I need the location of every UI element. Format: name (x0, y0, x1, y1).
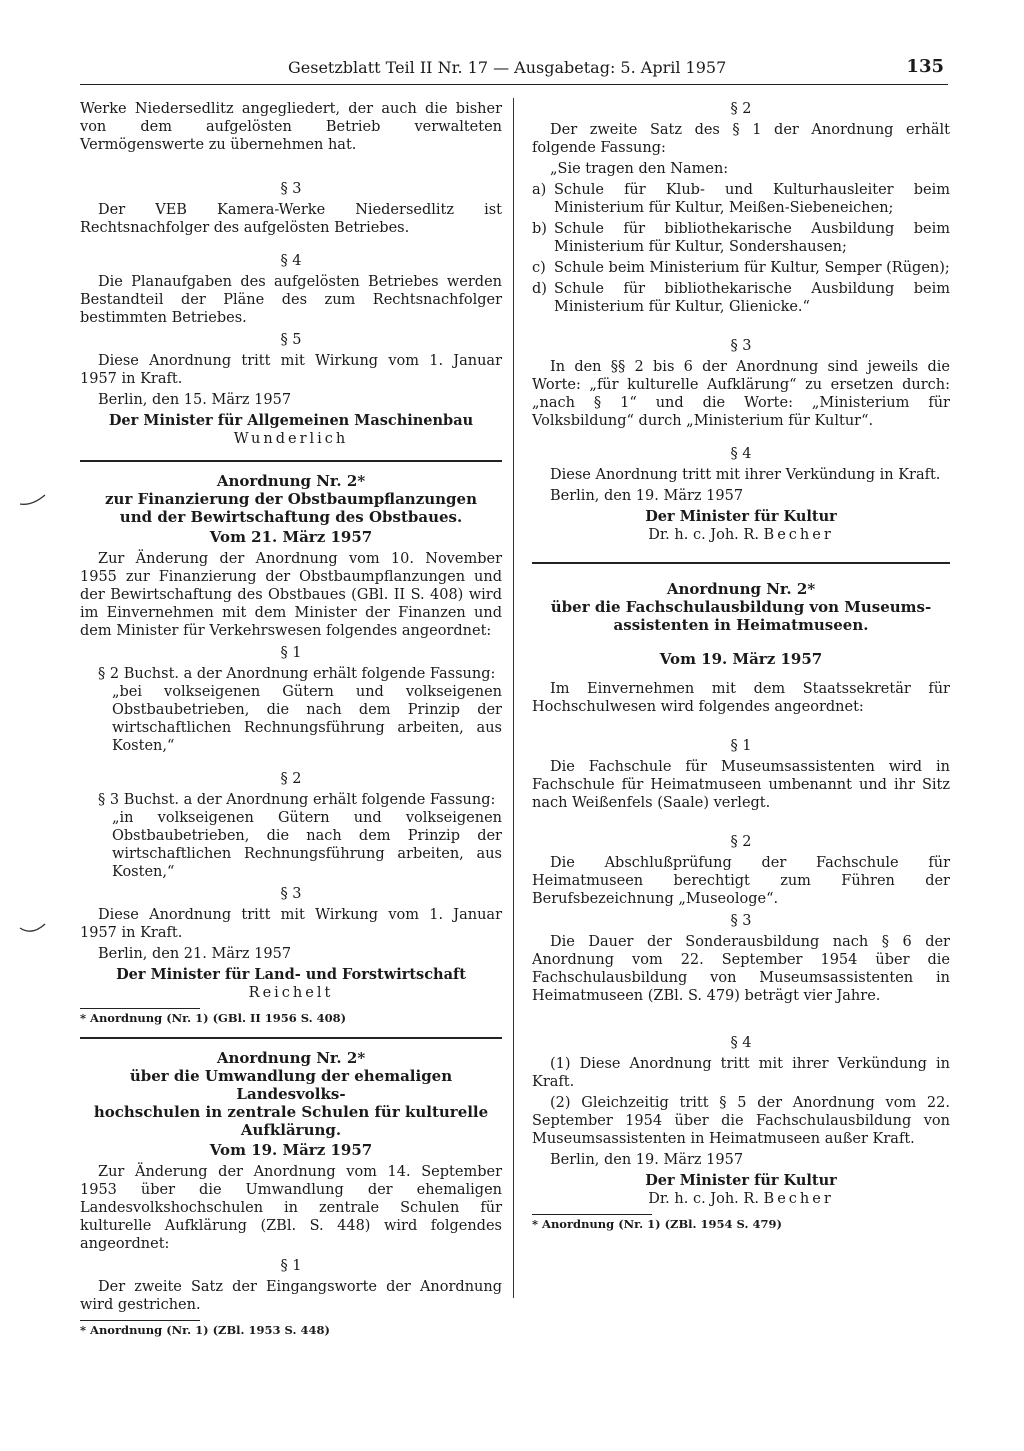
footnote-rule (80, 1008, 200, 1009)
section-divider (532, 562, 950, 564)
ordinance-date: Vom 19. März 1957 (209, 1141, 373, 1159)
section-text: Diese Anordnung tritt mit Wirkung vom 1. Januar 1957 in Kraft. (80, 353, 502, 387)
list-text: Schule für bibliothekarische Ausbildung beim Ministerium für Kultur, Glienicke.“ (554, 281, 950, 315)
section-heading: § 3 (280, 886, 302, 902)
ordinance-title: Anordnung Nr. 2* (216, 1049, 366, 1067)
place-date: Berlin, den 15. März 1957 (98, 392, 292, 408)
signer-name: Reichelt (248, 985, 334, 1001)
signer-name: Wunderlich (233, 431, 349, 447)
section-heading: § 2 (280, 771, 302, 787)
list-letter: a) (532, 182, 547, 198)
section-text: (2) Gleichzeitig tritt § 5 der Anordnung vom 22. September 1954 über die Fachschulausbildung von Museumsassistenten in Heimatmuseen außer Kraft. (532, 1095, 950, 1147)
footnote: * Anordnung (Nr. 1) (ZBl. 1954 S. 479) (532, 1217, 782, 1231)
continued-paragraph: Werke Niedersedlitz angegliedert, der auch die bisher von dem aufgelösten Betrieb verwalteten Vermögenswerte zu übernehmen hat. (80, 101, 502, 153)
right-column (532, 100, 950, 1231)
ordinance-title-line: über die Fachschulausbildung von Museums- (550, 598, 932, 616)
section-divider (80, 460, 502, 462)
quoted-text: „bei volkseigenen Gütern und volkseigenen Obstbaubetrieben, die nach dem Prinzip der wirtschaftlichen Rechnungsführung arbeiten, aus Kosten,“ (112, 684, 502, 754)
quoted-text: „Sie tragen den Namen: (550, 161, 729, 177)
list-text: Schule beim Ministerium für Kultur, Semper (Rügen); (554, 260, 950, 276)
section-text: Diese Anordnung tritt mit ihrer Verkündung in Kraft. (550, 467, 941, 483)
section-heading: § 3 (730, 338, 752, 354)
list-item (532, 220, 950, 256)
section-heading: § 2 (730, 834, 752, 850)
footnote-rule (80, 1320, 200, 1321)
list-letter: b) (532, 221, 547, 237)
ordinance-title-line: hochschulen in zentrale Schulen für kulturelle (93, 1103, 489, 1121)
footnote-rule (532, 1214, 652, 1215)
signer-name: Becher (763, 527, 834, 543)
section-text: In den §§ 2 bis 6 der Anordnung sind jeweils die Worte: „für kulturelle Aufklärung“ zu ersetzen durch: „nach § 1“ und die Worte: „Ministerium für Volksbildung“ durch „Ministerium für Kultur“. (532, 359, 950, 429)
list-letter: d) (532, 281, 547, 297)
footnote: * Anordnung (Nr. 1) (GBl. II 1956 S. 408) (80, 1011, 347, 1025)
section-heading: § 3 (280, 181, 302, 197)
section-text: § 2 Buchst. a der Anordnung erhält folgende Fassung: (98, 666, 496, 682)
section-heading: § 1 (280, 645, 302, 661)
minister-title: Der Minister für Kultur (645, 508, 837, 525)
ordinance-title-line: assistenten in Heimatmuseen. (613, 616, 869, 634)
minister-title: Der Minister für Kultur (645, 1172, 837, 1189)
list-item (532, 259, 950, 277)
footnote: * Anordnung (Nr. 1) (ZBl. 1953 S. 448) (80, 1323, 330, 1337)
signer-prefix: Dr. h. c. Joh. R. (648, 1191, 759, 1207)
place-date: Berlin, den 21. März 1957 (98, 946, 292, 962)
section-text: Diese Anordnung tritt mit Wirkung vom 1. Januar 1957 in Kraft. (80, 907, 502, 941)
column-divider (513, 98, 514, 1298)
ordinance-title-line: über die Umwandlung der ehemaligen Landesvolks- (129, 1067, 453, 1103)
margin-mark-icon (18, 920, 48, 936)
section-text: § 3 Buchst. a der Anordnung erhält folgende Fassung: (98, 792, 496, 808)
ordinance-date: Vom 19. März 1957 (659, 650, 823, 668)
page-header (80, 58, 948, 85)
section-heading: § 2 (730, 101, 752, 117)
list-letter: c) (532, 260, 546, 276)
place-date: Berlin, den 19. März 1957 (550, 1152, 744, 1168)
ordinance-intro: Im Einvernehmen mit dem Staatssekretär für Hochschulwesen wird folgendes angeordnet: (532, 681, 950, 715)
section-text: (1) Diese Anordnung tritt mit ihrer Verkündung in Kraft. (532, 1056, 950, 1090)
section-text: Die Fachschule für Museumsassistenten wird in Fachschule für Heimatmuseen umbenannt und ihr Sitz nach Weißenfels (Saale) verlegt. (532, 759, 950, 811)
ordinance-intro: Zur Änderung der Anordnung vom 14. September 1953 über die Umwandlung der ehemaligen Landesvolkshochschulen in zentrale Schulen für kulturelle Aufklärung (ZBl. S. 448) wird folgendes angeordnet: (80, 1164, 502, 1252)
section-text: Der zweite Satz des § 1 der Anordnung erhält folgende Fassung: (532, 122, 950, 156)
ordinance-title: Anordnung Nr. 2* (216, 472, 366, 490)
signer-name: Becher (763, 1191, 834, 1207)
ordinance-title-line: und der Bewirtschaftung des Obstbaues. (119, 508, 463, 526)
list-item (532, 280, 950, 316)
signer-line (532, 1190, 950, 1208)
ordinance-title-line: Aufklärung. (240, 1121, 342, 1139)
ordinance-title: Anordnung Nr. 2* (666, 580, 816, 598)
header-title: Gesetzblatt Teil II Nr. 17 — Ausgabetag: 5. April 1957 (288, 58, 727, 77)
minister-title: Der Minister für Allgemeinen Maschinenbau (108, 412, 474, 429)
section-heading: § 1 (730, 738, 752, 754)
left-column (80, 100, 502, 1337)
section-heading: § 4 (730, 1035, 752, 1051)
page-number: 135 (906, 56, 944, 77)
section-divider (80, 1037, 502, 1039)
quoted-text: „in volkseigenen Gütern und volkseigenen Obstbaubetrieben, die nach dem Prinzip der wirtschaftlichen Rechnungsführung arbeiten, aus Kosten,“ (112, 810, 502, 880)
place-date: Berlin, den 19. März 1957 (550, 488, 744, 504)
ordinance-intro: Zur Änderung der Anordnung vom 10. November 1955 zur Finanzierung der Obstbaumpflanzungen und der Bewirtschaftung des Obstbaues (GBl. II S. 408) wird im Einvernehmen mit dem Minister der Finanzen und dem Minister für Verkehrswesen folgendes angeordnet: (80, 551, 502, 639)
margin-mark-icon (18, 492, 48, 508)
section-text: Der VEB Kamera-Werke Niedersedlitz ist Rechtsnachfolger des aufgelösten Betriebes. (80, 202, 502, 236)
ordinance-title-line: zur Finanzierung der Obstbaumpflanzungen (105, 490, 477, 508)
minister-title: Der Minister für Land- und Forstwirtschaft (116, 966, 466, 983)
section-heading: § 3 (730, 913, 752, 929)
section-heading: § 1 (280, 1258, 302, 1274)
list-item (532, 181, 950, 217)
signer-prefix: Dr. h. c. Joh. R. (648, 527, 759, 543)
signer-line (532, 526, 950, 544)
section-heading: § 4 (730, 446, 752, 462)
section-text: Die Abschlußprüfung der Fachschule für Heimatmuseen berechtigt zum Führen der Berufsbezeichnung „Museologe“. (532, 855, 950, 907)
section-heading: § 5 (280, 332, 302, 348)
section-text: Der zweite Satz der Eingangsworte der Anordnung wird gestrichen. (80, 1279, 502, 1313)
list-text: Schule für bibliothekarische Ausbildung beim Ministerium für Kultur, Sondershausen; (554, 221, 950, 255)
ordinance-date: Vom 21. März 1957 (209, 528, 373, 546)
section-text: Die Dauer der Sonderausbildung nach § 6 der Anordnung vom 22. September 1954 über die Fachschulausbildung von Museumsassistenten in Heimatmuseen (ZBl. S. 479) beträgt vier Jahre. (532, 934, 950, 1004)
section-heading: § 4 (280, 253, 302, 269)
list-text: Schule für Klub- und Kulturhausleiter beim Ministerium für Kultur, Meißen-Siebeneichen; (554, 182, 950, 216)
section-text: Die Planaufgaben des aufgelösten Betriebes werden Bestandteil der Pläne des zum Rechtsnachfolger bestimmten Betriebes. (80, 274, 502, 326)
